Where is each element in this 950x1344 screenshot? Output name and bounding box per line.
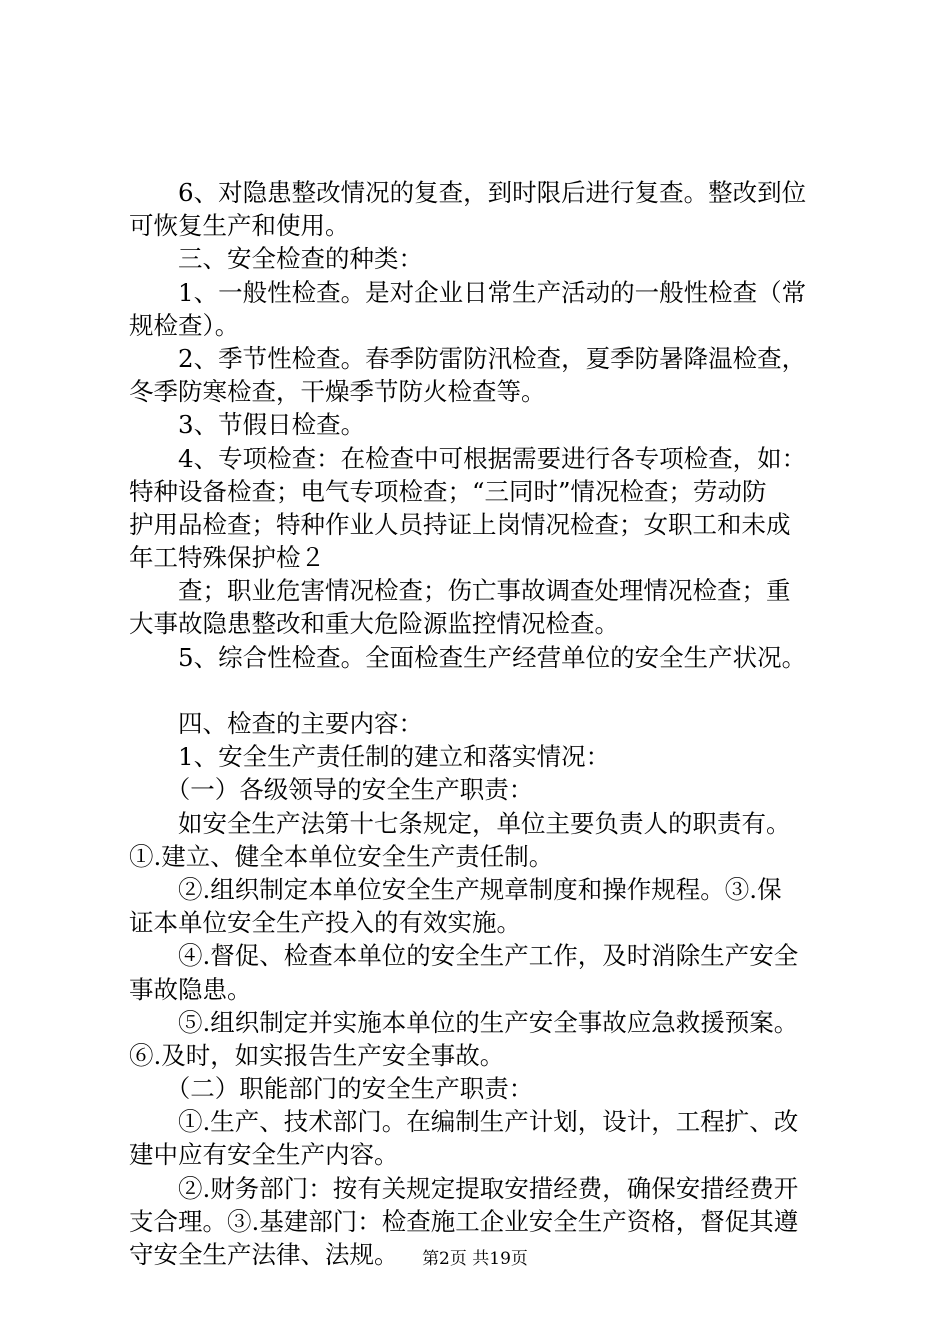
text-line: 特种设备检查；电气专项检查；“三同时”情况检查；劳动防 [129, 476, 767, 506]
text-line: 1、安全生产责任制的建立和落实情况： [129, 742, 611, 772]
text-line: ①.建立、健全本单位安全生产责任制。 [129, 841, 554, 871]
text-line: 守安全生产法律、法规。 [129, 1240, 399, 1269]
text-line: 可恢复生产和使用。 [129, 211, 350, 241]
text-line: ⑥.及时，如实报告生产安全事故。 [129, 1040, 505, 1070]
text-line: 年工特殊保护检２ [129, 543, 325, 573]
text-line: 冬季防寒检查，干燥季节防火检查等。 [129, 377, 546, 407]
text-line: 4、专项检查：在检查中可根据需要进行各专项检查，如： [129, 443, 807, 473]
text-line: 6、对隐患整改情况的复查，到时限后进行复查。整改到位 [129, 178, 807, 207]
text-line: 2、季节性检查。春季防雷防汛检查，夏季防暑降温检查， [129, 343, 807, 373]
document-body [129, 176, 839, 1271]
text-line: 1、一般性检查。是对企业日常生产活动的一般性检查（常 [129, 277, 807, 307]
text-line: ①.生产、技术部门。在编制生产计划，设计，工程扩、改 [129, 1107, 799, 1137]
text-line: 护用品检查；特种作业人员持证上岗情况检查；女职工和未成 [129, 509, 791, 539]
text-line: ④.督促、检查本单位的安全生产工作，及时消除生产安全 [129, 941, 799, 971]
text-line: 建中应有安全生产内容。 [129, 1140, 399, 1170]
text-line: ⑤.组织制定并实施本单位的生产安全事故应急救援预案。 [129, 1007, 799, 1037]
text-line: 大事故隐患整改和重大危险源监控情况检查。 [129, 609, 619, 639]
text-line: 四、检查的主要内容： [129, 709, 423, 738]
page-footer: 第2页 共19页 [422, 1249, 528, 1269]
text-line: 证本单位安全生产投入的有效实施。 [129, 908, 521, 938]
blank-line [129, 674, 839, 707]
text-line: 5、综合性检查。全面检查生产经营单位的安全生产状况。 [129, 642, 807, 672]
text-line: 规检查）。 [129, 310, 240, 340]
text-line: （二）职能部门的安全生产职责： [129, 1074, 534, 1104]
text-line: 支合理。③.基建部门：检查施工企业安全生产资格，督促其遵 [129, 1206, 799, 1236]
text-line: （一）各级领导的安全生产职责： [129, 775, 534, 805]
text-line: ②.财务部门：按有关规定提取安措经费，确保安措经费开 [129, 1173, 799, 1203]
text-line: 查；职业危害情况检查；伤亡事故调查处理情况检查；重 [129, 576, 791, 606]
text-line: 事故隐患。 [129, 974, 252, 1004]
text-line: 如安全生产法第十七条规定，单位主要负责人的职责有。 [129, 808, 791, 838]
text-line: 三、安全检查的种类： [129, 244, 423, 274]
text-line: ②.组织制定本单位安全生产规章制度和操作规程。③.保 [129, 874, 782, 904]
text-line: 3、节假日检查。 [129, 410, 366, 440]
